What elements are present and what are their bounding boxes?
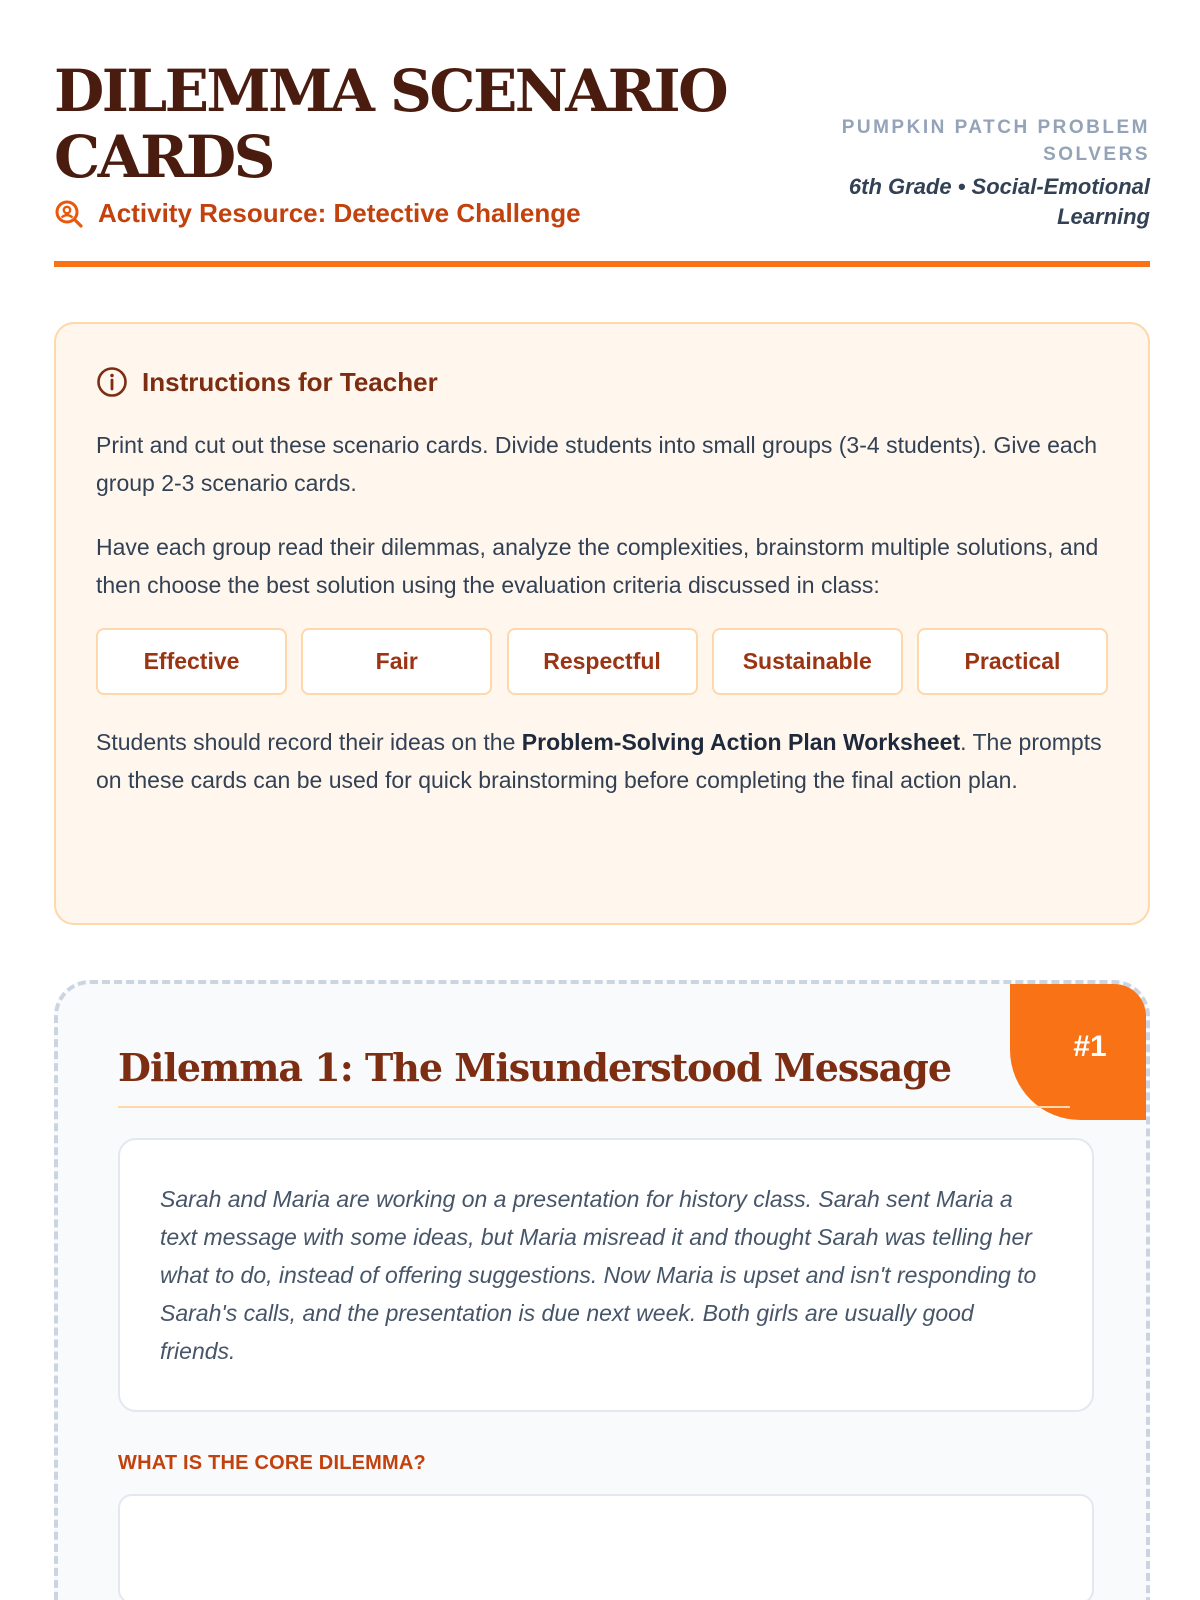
criteria-chip-sustainable: Sustainable xyxy=(712,628,903,695)
subtitle-text: Activity Resource: Detective Challenge xyxy=(98,198,581,228)
criteria-list xyxy=(96,628,1108,695)
instructions-heading xyxy=(96,364,1108,400)
criteria-chip-practical: Practical xyxy=(917,628,1108,695)
worksheet-name: Problem-Solving Action Plan Worksheet xyxy=(521,729,961,755)
search-detective-icon xyxy=(54,199,84,229)
instructions-paragraph-1: Print and cut out these scenario cards. Divide students into small groups (3-4 students). Give each group 2-3 scenario cards. xyxy=(96,432,1098,496)
brand-name: PUMPKIN PATCH PROBLEM SOLVERS xyxy=(841,117,1150,165)
dilemma-title: Dilemma 1: The Misunderstood Message xyxy=(118,1045,952,1090)
dilemma-scenario: Sarah and Maria are working on a presentation for history class. Sarah sent Maria a text message with some ideas, but Maria misread it and thought Sarah was telling her what to do, instead of offering suggestions. Now Maria is upset and isn't responding to Sarah's calls, and the presentation is due next week. Both girls are usually good friends. xyxy=(118,1138,1094,1412)
criteria-chip-respectful: Respectful xyxy=(507,628,698,695)
dilemma-card-1 xyxy=(54,980,1150,1600)
page-title: DILEMMA SCENARIO CARDS xyxy=(54,57,727,191)
card-title-divider xyxy=(118,1106,1070,1108)
brand-block xyxy=(790,114,1150,232)
instructions-paragraph-3 xyxy=(96,723,1108,799)
instructions-heading-text: Instructions for Teacher xyxy=(142,366,438,397)
page-header xyxy=(54,58,1150,268)
info-icon xyxy=(96,366,128,398)
core-dilemma-label: WHAT IS THE CORE DILEMMA? xyxy=(118,1452,426,1474)
para3-text-start: Students should record their ideas on the xyxy=(96,729,522,755)
para3-text-end: . The prompts on these cards can be used for quick brainstorming before completing the final action plan. xyxy=(96,729,1102,793)
page-subtitle xyxy=(54,198,581,229)
grade-subject: 6th Grade • Social-Emotional Learning xyxy=(848,174,1150,229)
card-number: #1 xyxy=(1073,1030,1107,1063)
criteria-chip-fair: Fair xyxy=(301,628,492,695)
core-dilemma-answer-box[interactable] xyxy=(118,1494,1094,1600)
criteria-chip-effective: Effective xyxy=(96,628,287,695)
teacher-instructions-panel xyxy=(54,322,1150,925)
header-divider xyxy=(54,261,1150,267)
instructions-paragraph-2: Have each group read their dilemmas, analyze the complexities, brainstorm multiple solutions, and then choose the best solution using the evaluation criteria discussed in class: xyxy=(96,534,1099,598)
